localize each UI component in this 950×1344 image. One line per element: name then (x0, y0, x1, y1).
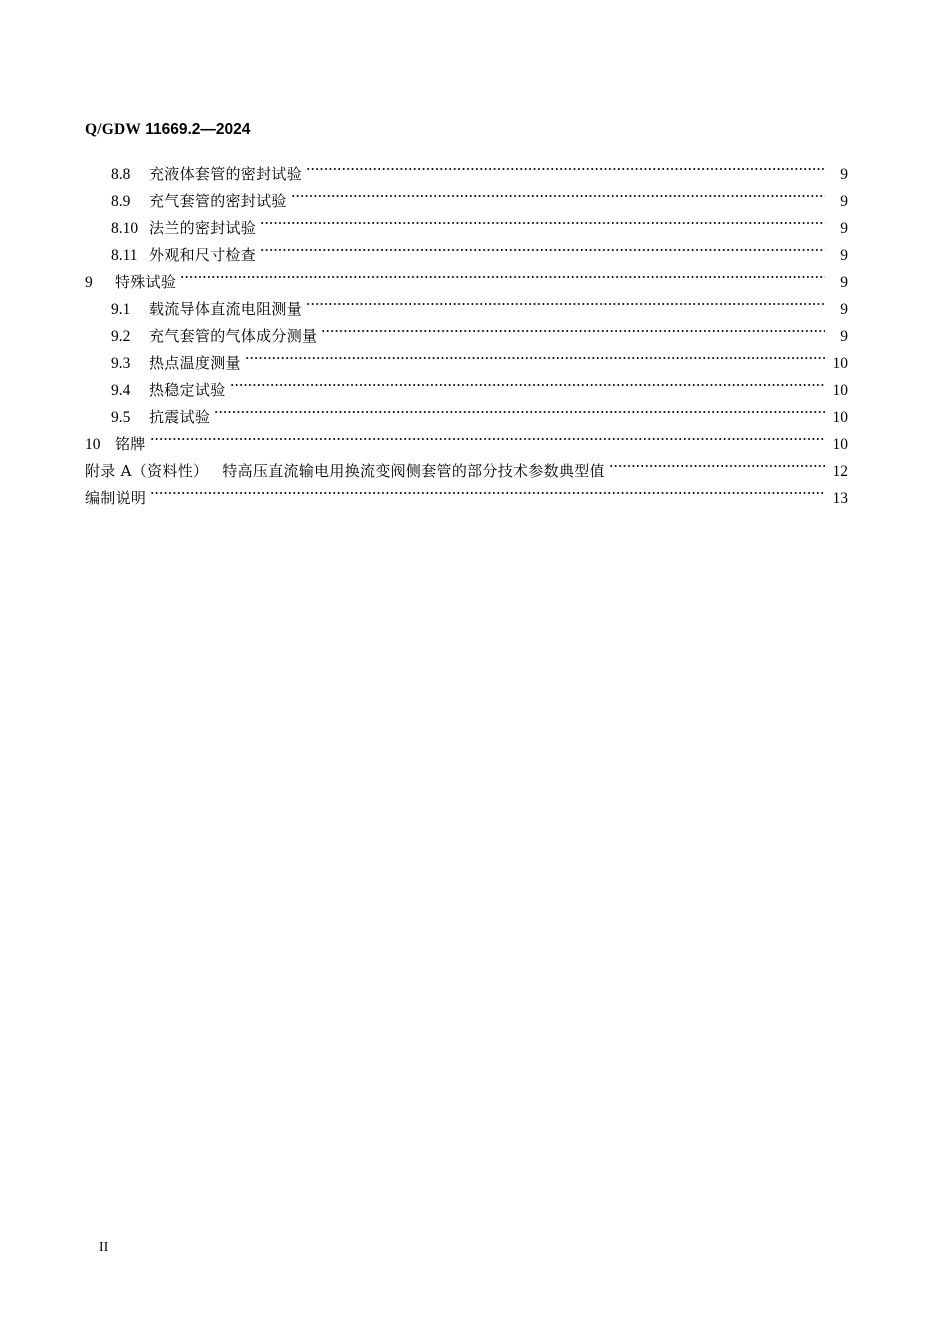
toc-entry-title: 热稳定试验 (149, 381, 226, 399)
toc-entry-label (85, 269, 176, 296)
toc-entry-page-number: 10 (832, 382, 848, 399)
toc-entry[interactable] (85, 422, 848, 453)
toc-dot-leader (230, 368, 825, 395)
page-footer-number: II (99, 1239, 109, 1254)
toc-dot-leader (291, 179, 825, 206)
toc-entry-title: 外观和尺寸检查 (149, 246, 257, 264)
toc-entry-label (85, 431, 146, 458)
toc-entry-number: 8.8 (111, 166, 131, 183)
toc-entry-number: 8.10 (111, 220, 139, 237)
toc-dot-leader (306, 152, 825, 179)
toc-dot-leader (214, 395, 825, 422)
toc-entry-title: 充气套管的密封试验 (149, 192, 287, 210)
toc-entry-number: 9.4 (111, 382, 131, 399)
toc-entry-number: 8.9 (111, 193, 131, 210)
toc-entry-title: 编制说明 (85, 489, 147, 507)
toc-entry-number: 9.2 (111, 328, 131, 345)
toc-entry-label (85, 215, 256, 242)
standard-header-prefix: Q/GDW (85, 121, 142, 138)
toc-dot-leader (180, 260, 825, 287)
toc-entry-page-number: 10 (832, 355, 848, 372)
toc-entry-page-number: 9 (840, 301, 848, 318)
toc-entry-page-number: 9 (840, 166, 848, 183)
toc-dot-leader (609, 449, 825, 476)
toc-entry-page-number: 9 (840, 328, 848, 345)
toc-entry-number: 9.1 (111, 301, 131, 318)
running-header (85, 122, 250, 138)
toc-entry[interactable] (85, 449, 848, 480)
toc-entry-page-number: 9 (840, 274, 848, 291)
toc-entry-title: 热点温度测量 (149, 354, 241, 372)
toc-entry-number: 10 (85, 436, 101, 453)
toc-entry-title: 特殊试验 (115, 273, 177, 291)
toc-entry-number: 9 (85, 274, 93, 291)
toc-dot-leader (150, 422, 825, 449)
toc-entry-number: 8.11 (111, 247, 138, 264)
toc-dot-leader (260, 206, 825, 233)
toc-entry-title: 充气套管的气体成分测量 (149, 327, 318, 345)
toc-entry-title: 法兰的密封试验 (149, 219, 257, 237)
toc-entry[interactable] (85, 152, 848, 183)
toc-entry-title: 充液体套管的密封试验 (149, 165, 303, 183)
toc-entry-title: 抗震试验 (149, 408, 211, 426)
toc-entry-label (85, 161, 302, 188)
standard-header-code: 11669.2—2024 (145, 121, 251, 138)
toc-entry-title: 铭牌 (115, 435, 146, 453)
toc-entry[interactable] (85, 476, 848, 507)
toc-entry-number: 9.3 (111, 355, 131, 372)
toc-entry[interactable] (85, 287, 848, 318)
toc-dot-leader (321, 314, 825, 341)
toc-entry-page-number: 9 (840, 193, 848, 210)
toc-entry-title: 载流导体直流电阻测量 (149, 300, 303, 318)
toc-dot-leader (150, 476, 825, 503)
toc-entry-label (85, 485, 146, 512)
toc-entry-page-number: 10 (832, 436, 848, 453)
toc-entry-title: 附录 A（资料性） (85, 462, 209, 480)
toc-dot-leader (306, 287, 825, 314)
toc-entry-title-suffix: 特高压直流输电用换流变阀侧套管的部分技术参数典型值 (222, 462, 605, 480)
toc-dot-leader (260, 233, 825, 260)
toc-entry-page-number: 9 (840, 247, 848, 264)
toc-entry-label (85, 296, 302, 323)
toc-entry-page-number: 10 (832, 409, 848, 426)
toc-entry-number: 9.5 (111, 409, 131, 426)
toc-entry-page-number: 12 (832, 463, 848, 480)
table-of-contents (85, 152, 848, 507)
toc-entry-page-number: 13 (832, 490, 848, 507)
toc-entry-page-number: 9 (840, 220, 848, 237)
toc-entry-label (85, 377, 226, 404)
toc-entry-label (85, 350, 241, 377)
toc-entry[interactable] (85, 260, 848, 291)
toc-dot-leader (245, 341, 825, 368)
toc-entry-label (85, 188, 287, 215)
